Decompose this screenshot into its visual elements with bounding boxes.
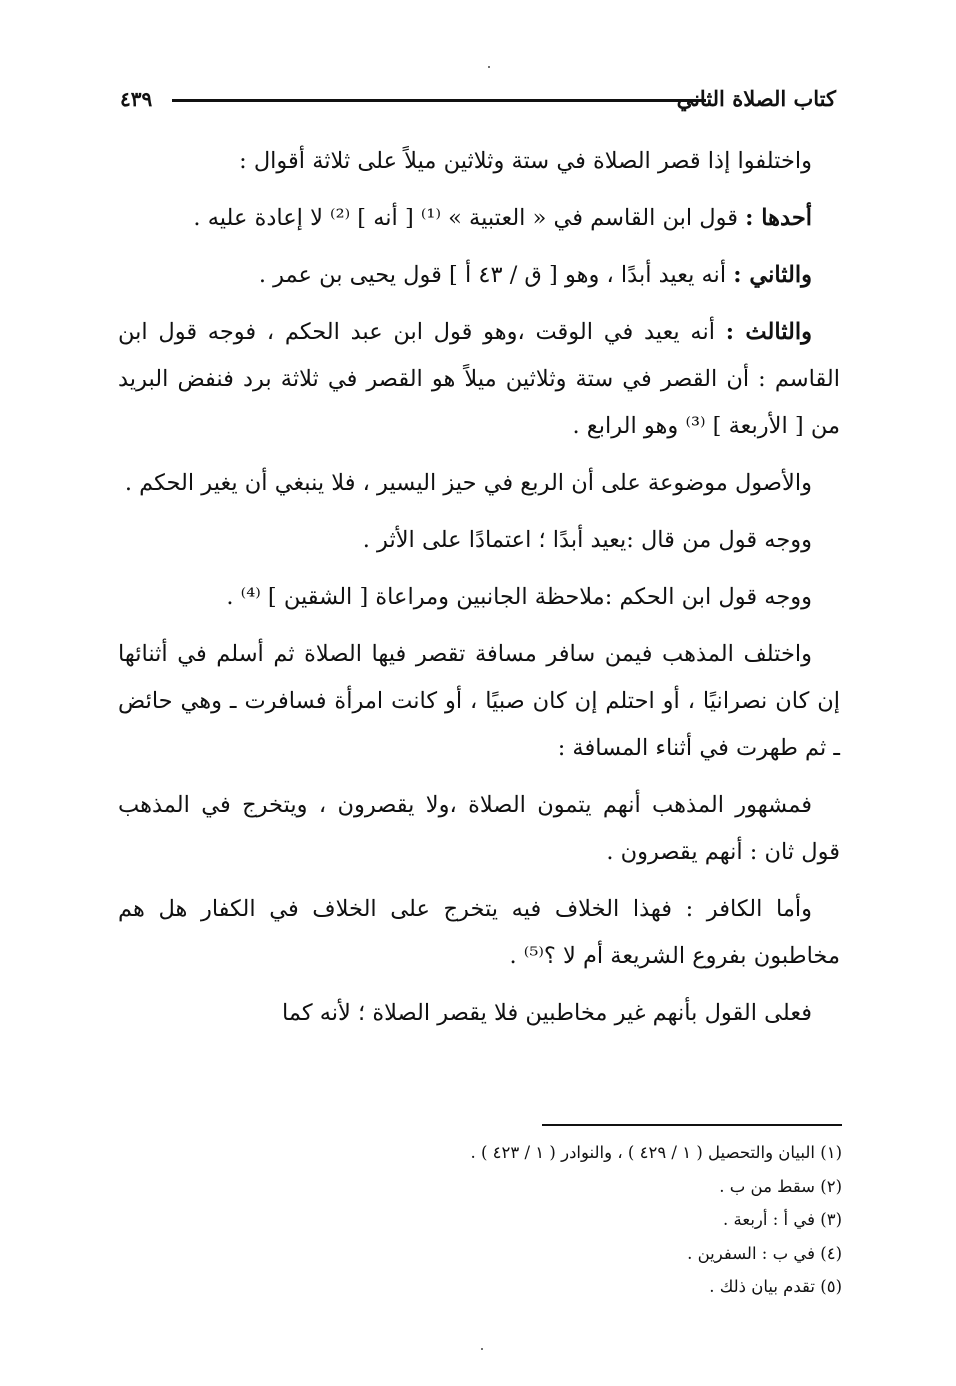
running-header (120, 78, 836, 118)
paragraph (118, 309, 840, 450)
chapter-title: كتاب الصلاة الثاني (676, 86, 836, 111)
paragraph-text: فعلى القول بأنهم غير مخاطبين فلا يقصر الصلاة ؛ لأنه كما (281, 1000, 812, 1026)
paragraph (118, 138, 840, 185)
paragraph-text: أنه يعيد أبدًا ، وهو [ ق / ٤٣ أ ] قول يحيى بن عمر . (258, 262, 734, 288)
paragraph-text: وأما الكافر : فهذا الخلاف فيه يتخرج على الخلاف في الكفار هل هم مخاطبون بفروع الشريعة أم لا ؟⁽⁵⁾ . (118, 896, 840, 969)
main-text (118, 138, 840, 1047)
paragraph-lead: والثالث : (725, 319, 812, 345)
paragraph-text: ووجه قول من قال :يعيد أبدًا ؛ اعتمادًا على الأثر . (362, 527, 812, 553)
paragraph (118, 990, 840, 1037)
paragraph-text: أنه يعيد في الوقت ،وهو قول ابن عبد الحكم ، فوجه قول ابن القاسم : أن القصر في ستة وثلاثين ميلاً هو القصر في ثلاثة برد فنفض البريد من [ الأربعة ] ⁽³⁾ وهو الرابع . (118, 319, 840, 439)
footnote: (١) البيان والتحصيل ( ١ / ٤٢٩ ) ، والنوادر ( ١ / ٤٢٣ ) . (470, 1143, 842, 1162)
paragraph (118, 782, 840, 876)
footnote: (٢) سقط من ب . (719, 1176, 842, 1196)
header-rule (172, 99, 706, 102)
paragraph-text: قول ابن القاسم في « العتبية » ⁽¹⁾ [ أنه ] ⁽²⁾ لا إعادة عليه . (193, 205, 746, 231)
paragraph-lead: أحدها : (745, 205, 812, 231)
paragraph-text: والأصول موضوعة على أن الربع في حيز اليسير ، فلا ينبغي أن يغير الحكم . (124, 470, 812, 496)
scan-speck (481, 1348, 483, 1350)
footnote: (٥) تقدم بيان ذلك . (709, 1277, 842, 1296)
paragraph-text: واختلف المذهب فيمن سافر مسافة تقصر فيها الصلاة ثم أسلم في أثنائها إن كان نصرانيًا ، أو احتلم إن كان صبيًا ، أو كانت امرأة فسافرت ـ وهي حائض ـ ثم طهرت في أثناء المسافة : (118, 641, 840, 761)
paragraph (118, 195, 840, 242)
paragraph-text: فمشهور المذهب أنهم يتمون الصلاة ،ولا يقصرون ، ويتخرج في المذهب قول ثان : أنهم يقصرون . (118, 792, 840, 865)
footnote: (٣) في أ : أربعة . (723, 1210, 842, 1229)
paragraph-text: ووجه قول ابن الحكم :ملاحظة الجانبين ومراعاة [ الشقين ] ⁽⁴⁾ . (226, 584, 812, 610)
scan-speck (488, 66, 490, 68)
paragraph-lead: والثاني : (733, 262, 812, 288)
paragraph (118, 517, 840, 564)
paragraph (118, 574, 840, 621)
paragraph (118, 252, 840, 299)
footnote: (٤) في ب : السفرين . (687, 1243, 842, 1263)
footnotes (120, 1136, 842, 1304)
paragraph-text: واختلفوا إذا قصر الصلاة في ستة وثلاثين ميلاً على ثلاثة أقوال : (239, 148, 812, 174)
paragraph (118, 631, 840, 772)
paragraph (118, 460, 840, 507)
page-number: ٤٣٩ (120, 87, 153, 111)
footnote-separator (542, 1124, 842, 1126)
paragraph (118, 886, 840, 980)
